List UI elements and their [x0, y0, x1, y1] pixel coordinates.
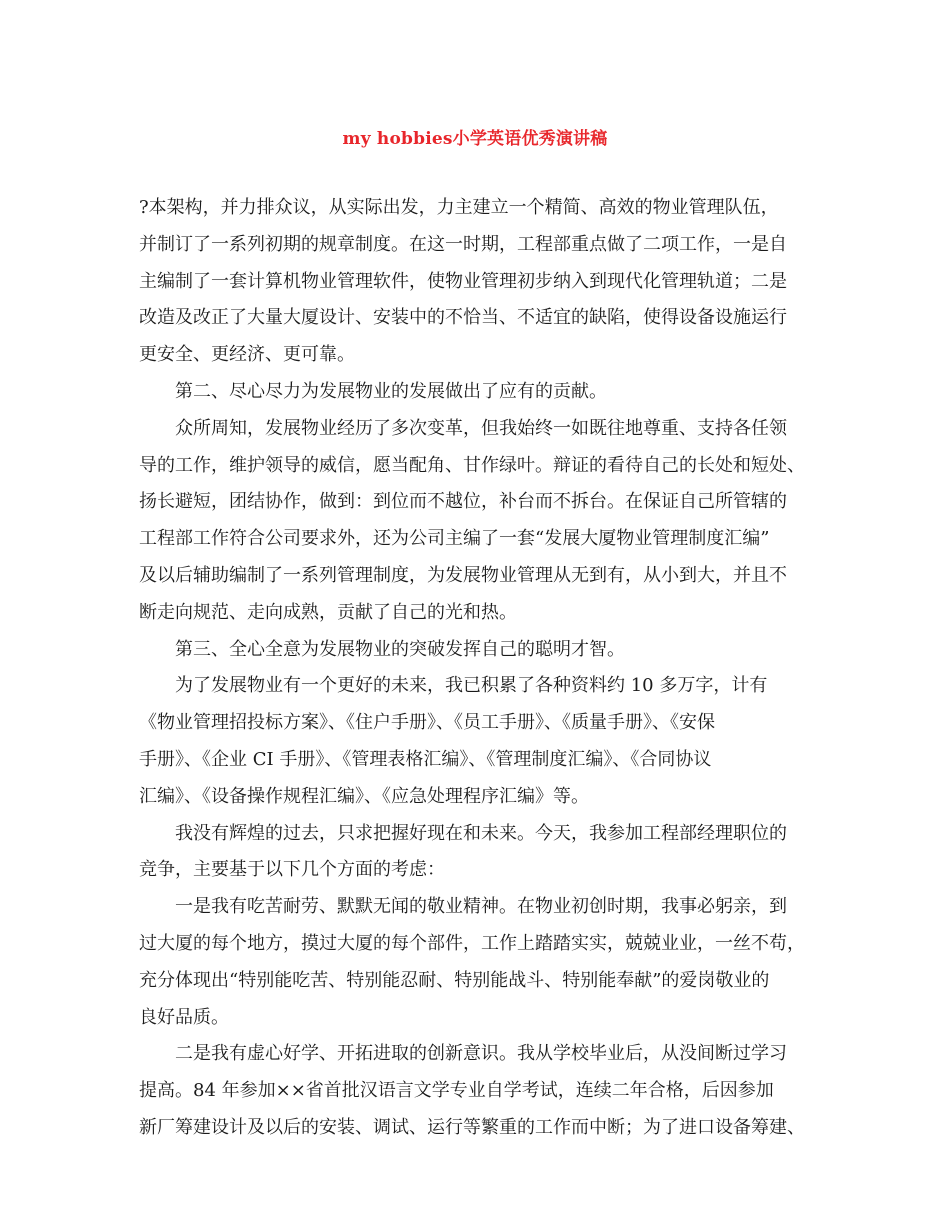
text-line: 改造及改正了大量大厦设计、安装中的不恰当、不适宜的缺陷，使得设备设施运行	[139, 307, 787, 329]
text-line: 一是我有吃苦耐劳、默默无闻的敬业精神。在物业初创时期，我事必躬亲，到	[139, 896, 787, 918]
text-line: 更安全、更经济、更可靠。	[139, 344, 355, 366]
text-line: 第三、全心全意为发展物业的突破发挥自己的聪明才智。	[139, 638, 625, 660]
document-body	[139, 190, 819, 1147]
text-line: 工程部工作符合公司要求外，还为公司主编了一套“发展大厦物业管理制度汇编”	[139, 528, 770, 550]
paragraph	[139, 668, 819, 815]
text-line: ?本架构，并力排众议，从实际出发，力主建立一个精简、高效的物业管理队伍，	[139, 197, 779, 218]
paragraph	[139, 889, 819, 1036]
text-line: 充分体现出“特别能吃苦、特别能忍耐、特别能战斗、特别能奉献”的爱岗敬业的	[139, 969, 770, 991]
paragraph	[139, 411, 819, 632]
text-line: 汇编》、《设备操作规程汇编》、《应急处理程序汇编》等。	[139, 785, 589, 807]
text-line: 过大厦的每个地方，摸过大厦的每个部件，工作上踏踏实实，兢兢业业，一丝不苟，	[139, 932, 805, 954]
text-line: 为了发展物业有一个更好的未来，我已积累了各种资料约 10 多万字，计有	[139, 675, 768, 697]
text-line: 二是我有虚心好学、开拓进取的创新意识。我从学校毕业后，从没间断过学习	[139, 1043, 787, 1065]
text-line: 新厂筹建设计及以后的安装、调试、运行等繁重的工作而中断；为了进口设备筹建、	[139, 1116, 805, 1138]
text-line: 主编制了一套计算机物业管理软件，使物业管理初步纳入到现代化管理轨道；二是	[139, 270, 787, 292]
text-line: 断走向规范、走向成熟，贡献了自己的光和热。	[139, 601, 517, 623]
text-line: 我没有辉煌的过去，只求把握好现在和未来。今天，我参加工程部经理职位的	[139, 822, 787, 844]
text-line: 竞争，主要基于以下几个方面的考虑：	[139, 859, 445, 881]
paragraph	[139, 816, 819, 890]
text-line: 提高。84 年参加××省首批汉语言文学专业自学考试，连续二年合格，后因参加	[139, 1080, 774, 1102]
text-line: 第二、尽心尽力为发展物业的发展做出了应有的贡献。	[139, 380, 607, 402]
text-line: 手册》、《企业 CI 手册》、《管理表格汇编》、《管理制度汇编》、《合同协议	[139, 748, 712, 770]
paragraph	[139, 374, 819, 411]
paragraph	[139, 632, 819, 669]
text-line: 并制订了一系列初期的规章制度。在这一时期，工程部重点做了二项工作，一是自	[139, 233, 787, 255]
text-line: 《物业管理招投标方案》、《住户手册》、《员工手册》、《质量手册》、《安保	[139, 712, 715, 734]
document-title: my hobbies小学英语优秀演讲稿	[342, 129, 608, 149]
text-line: 及以后辅助编制了一系列管理制度，为发展物业管理从无到有，从小到大，并且不	[139, 564, 787, 586]
text-line: 扬长避短，团结协作，做到：到位而不越位，补台而不拆台。在保证自己所管辖的	[139, 491, 787, 513]
text-line: 导的工作，维护领导的威信，愿当配角、甘作绿叶。辩证的看待自己的长处和短处、	[139, 454, 805, 476]
paragraph	[139, 1036, 819, 1146]
text-line: 良好品质。	[139, 1006, 229, 1028]
text-line: 众所周知，发展物业经历了多次变革，但我始终一如既往地尊重、支持各任领	[139, 417, 787, 439]
paragraph	[139, 190, 819, 374]
